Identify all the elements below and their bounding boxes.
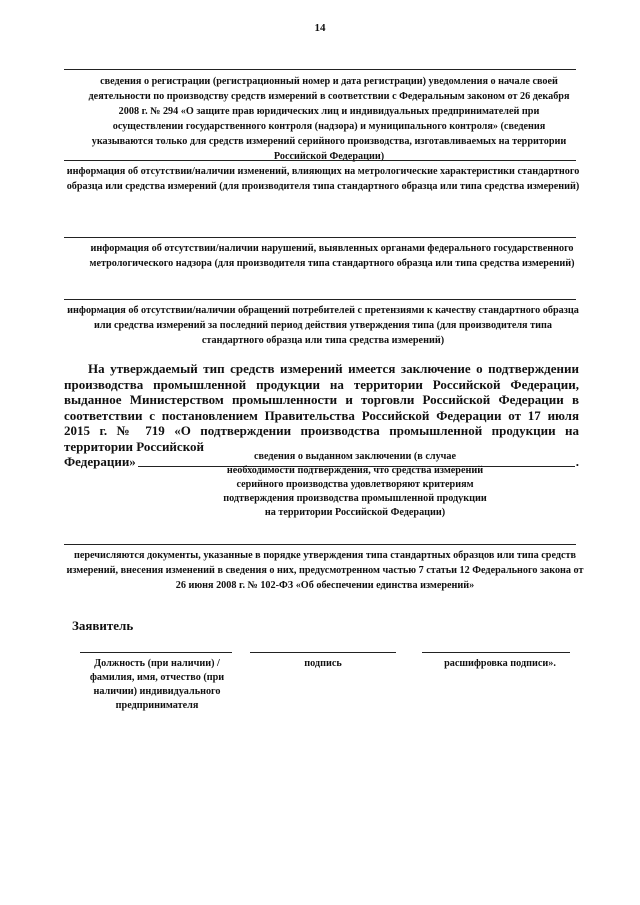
position-caption: Должность (при наличии) / фамилия, имя, отчество (при наличии) индивидуального предпринимателя (89, 658, 225, 711)
changes-info-caption: информация об отсутствии/наличии изменений, влияющих на метрологические характеристики стандартного образца или средства измерений (для производителя типа стандартного образца или типа средства измерений) (66, 166, 580, 192)
changes-info-line (64, 160, 576, 161)
confirmation-last-line-start: Федерации» (64, 454, 136, 469)
documents-line (64, 544, 576, 545)
registration-info-caption: сведения о регистрации (регистрационный номер и дата регистрации) уведомления о начале своей деятельности по производству средств измерений в соответствии с Федеральным законом от 26 декабря 2008 г. № 294 «О защите прав юридических лиц и индивидуальных предпринимателей при осуществлении государственного контроля (надзора) и муниципального контроля» (сведения указываются только для средств измерений серийного производства, изготавливаемых на территории Российской Федерации) (88, 76, 570, 162)
complaints-info-line (64, 299, 576, 300)
complaints-info-caption: информация об отсутствии/наличии обращений потребителей с претензиями к качеству стандартного образца или средства измерений за последний период действия утверждения типа (для производителя типа стандартного образца или типа средства измерений) (67, 305, 579, 346)
signature-caption: подпись (304, 658, 342, 669)
position-line[interactable] (80, 652, 232, 653)
applicant-label: Заявитель (72, 618, 134, 633)
decoding-line[interactable] (422, 652, 570, 653)
registration-info-line (64, 69, 576, 70)
decoding-caption: расшифровка подписи». (444, 658, 556, 669)
violations-info-caption: информация об отсутствии/наличии нарушений, выявленных органами федерального государственного метрологического надзора (для производителя типа стандартного образца или типа средства измерений) (89, 243, 575, 269)
confirmation-last-line-end: . (575, 454, 579, 469)
confirmation-paragraph-text: На утверждаемый тип средств измерений имеется заключение о подтверждении производства промышленной продукции на территории Российской Федерации, выданное Министерством промышленности и торговли Российской Федерации в соответствии с постановлением Правительства Российской Федерации от 17 июля 2015 г. № 719 «О подтверждении производства промышленной продукции на территории Российской (64, 361, 579, 454)
page-number: 14 (314, 22, 326, 34)
violations-info-line (64, 237, 576, 238)
signature-line[interactable] (250, 652, 396, 653)
conclusion-caption: сведения о выданном заключении (в случае необходимости подтверждения, что средства измерений серийного производства удовлетворяют критериям подтверждения производства промышленной продукции на территории Российской Федерации) (223, 451, 487, 518)
documents-caption: перечисляются документы, указанные в порядке утверждения типа стандартных образцов или типа средств измерений, внесения изменений в сведения о них, предусмотренном частью 7 статьи 12 Федерального закона от 26 июня 2008 г. № 102-ФЗ «Об обеспечении единства измерений» (66, 550, 584, 591)
